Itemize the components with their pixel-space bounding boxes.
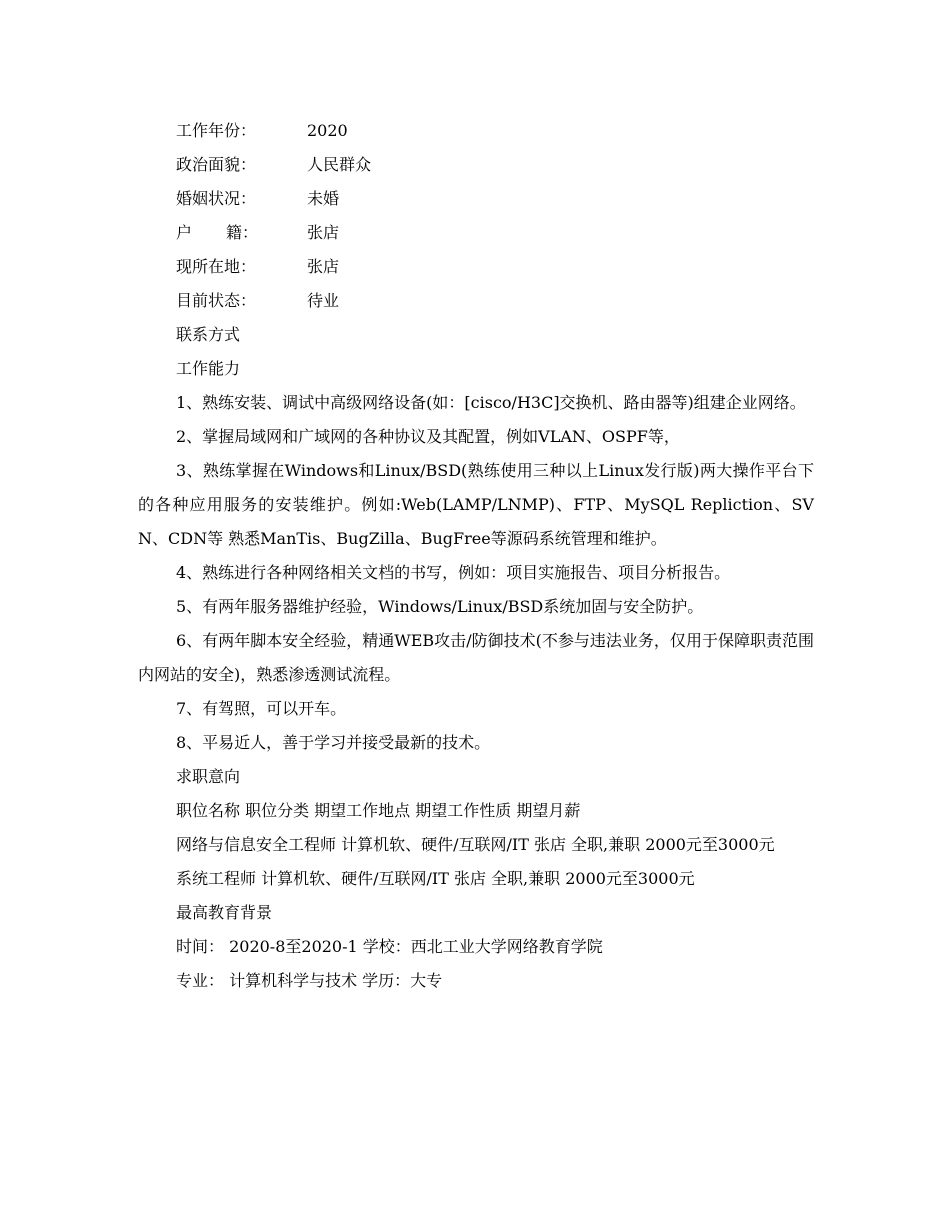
ability-item: 6、有两年脚本安全经验，精通WEB攻击/防御技术(不参与违法业务，仅用于保障职责范围内网站的安全)，熟悉渗透测试流程。 [138, 631, 814, 684]
ability-item: 3、熟练掌握在Windows和Linux/BSD(熟练使用三种以上Linux发行版)两大操作平台下的各种应用服务的安装维护。例如:Web(LAMP/LNMP)、FTP、MySQL Repliction、SVN、CDN等 熟悉ManTis、BugZilla、BugFree等源码系统管理和维护。 [138, 461, 814, 548]
ability-item: 1、熟练安装、调试中高级网络设备(如：[cisco/H3C]交换机、路由器等)组建企业网络。 [176, 393, 806, 412]
ability-item: 5、有两年服务器维护经验，Windows/Linux/BSD系统加固与安全防护。 [176, 597, 704, 616]
info-value: 未婚 [307, 189, 340, 208]
info-value: 张店 [307, 257, 340, 276]
info-value: 待业 [307, 291, 340, 310]
ability-item: 2、掌握局域网和广域网的各种协议及其配置，例如VLAN、OSPF等， [176, 427, 680, 446]
info-label: 政治面貌： [176, 155, 257, 174]
intent-columns: 职位名称 职位分类 期望工作地点 期望工作性质 期望月薪 [176, 801, 581, 820]
resume-content [138, 114, 814, 998]
info-row-work-year [138, 114, 814, 148]
info-label: 现所在地： [176, 257, 257, 276]
intent-row: 系统工程师 计算机软、硬件/互联网/IT 张店 全职,兼职 2000元至3000元 [176, 869, 695, 888]
info-row-political-status [138, 148, 814, 182]
info-label-char: 户 [176, 223, 193, 242]
info-value: 张店 [307, 223, 340, 242]
info-label [176, 216, 307, 250]
ability-item: 8、平易近人，善于学习并接受最新的技术。 [176, 733, 491, 752]
ability-item: 7、有驾照，可以开车。 [176, 699, 347, 718]
education-time-school: 时间： 2020-8至2020-1 学校：西北工业大学网络教育学院 [176, 937, 603, 956]
info-label: 婚姻状况： [176, 189, 257, 208]
info-label-char: 籍： [225, 223, 258, 242]
info-value: 人民群众 [307, 155, 372, 174]
info-row-current-status [138, 284, 814, 318]
intent-row: 网络与信息安全工程师 计算机软、硬件/互联网/IT 张店 全职,兼职 2000元至3000元 [176, 835, 775, 854]
section-heading-ability: 工作能力 [176, 359, 241, 378]
ability-item: 4、熟练进行各种网络相关文档的书写，例如：项目实施报告、项目分析报告。 [176, 563, 731, 582]
info-row-marital-status [138, 182, 814, 216]
info-value: 2020 [307, 121, 348, 140]
section-heading-education: 最高教育背景 [176, 903, 273, 922]
info-label: 工作年份： [176, 121, 257, 140]
info-row-current-location [138, 250, 814, 284]
section-heading-intent: 求职意向 [176, 767, 241, 786]
info-label: 目前状态： [176, 291, 257, 310]
info-row-household [138, 216, 814, 250]
education-major-degree: 专业： 计算机科学与技术 学历：大专 [176, 971, 443, 990]
section-heading-contact: 联系方式 [176, 325, 241, 344]
